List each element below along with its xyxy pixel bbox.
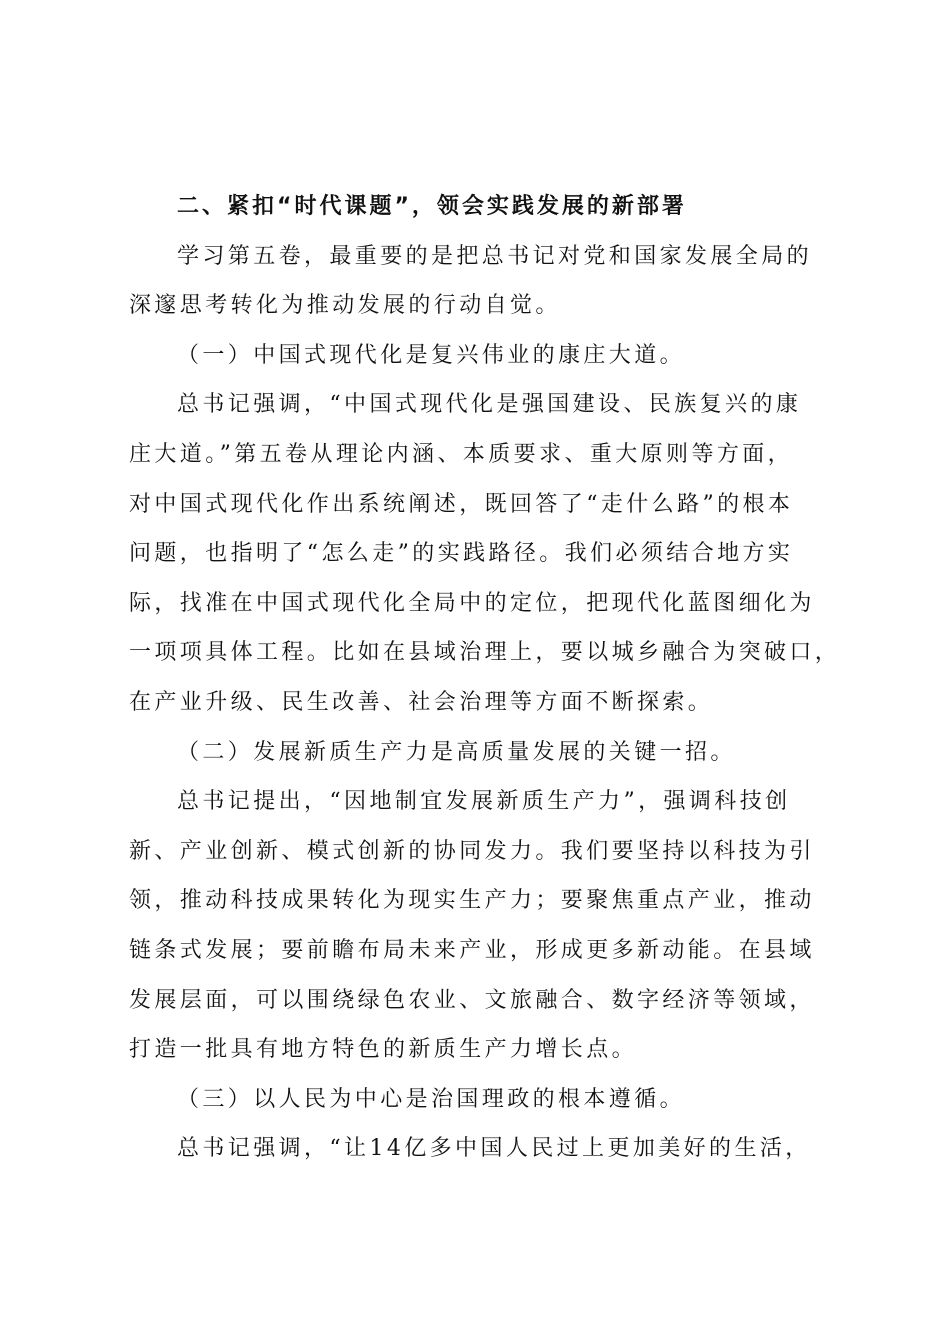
section-heading: 二、紧扣“时代课题”，领会实践发展的新部署 <box>177 194 687 219</box>
paragraph-line: 新、产业创新、模式创新的协同发力。我们要坚持以科技为引 <box>129 838 815 864</box>
paragraph-line: 庄大道。”第五卷从理论内涵、本质要求、重大原则等方面， <box>129 441 794 467</box>
paragraph-line: 一项项具体工程。比如在县域治理上，要以城乡融合为突破口， <box>129 640 841 666</box>
paragraph-line: 问题，也指明了“怎么走”的实践路径。我们必须结合地方实 <box>129 541 794 567</box>
paragraph-line: 总书记提出，“因地制宜发展新质生产力”，强调科技创 <box>177 789 791 815</box>
subheading: （三）以人民为中心是治国理政的根本遵循。 <box>177 1086 686 1112</box>
paragraph-line: 深邃思考转化为推动发展的行动自觉。 <box>129 293 561 319</box>
paragraph-line: 总书记强调，“中国式现代化是强国建设、民族复兴的康 <box>177 392 802 418</box>
paragraph-line: 总书记强调，“让14亿多中国人民过上更加美好的生活， <box>177 1136 811 1162</box>
subheading: （一）中国式现代化是复兴伟业的康庄大道。 <box>177 342 686 368</box>
paragraph-line: 发展层面，可以围绕绿色农业、文旅融合、数字经济等领域， <box>129 987 815 1013</box>
paragraph-line: 学习第五卷，最重要的是把总书记对党和国家发展全局的 <box>177 243 813 269</box>
paragraph-line: 打造一批具有地方特色的新质生产力增长点。 <box>129 1037 638 1063</box>
paragraph-line: 在产业升级、民生改善、社会治理等方面不断探索。 <box>129 689 714 715</box>
paragraph-line: 链条式发展；要前瞻布局未来产业，形成更多新动能。在县域 <box>129 937 815 963</box>
paragraph-line: 际，找准在中国式现代化全局中的定位，把现代化蓝图细化为 <box>129 590 815 616</box>
paragraph-line: 领，推动科技成果转化为现实生产力；要聚焦重点产业，推动 <box>129 888 815 914</box>
subheading: （二）发展新质生产力是高质量发展的关键一招。 <box>177 739 736 765</box>
paragraph-line: 对中国式现代化作出系统阐述，既回答了“走什么路”的根本 <box>129 491 794 517</box>
document-page <box>129 182 859 1174</box>
